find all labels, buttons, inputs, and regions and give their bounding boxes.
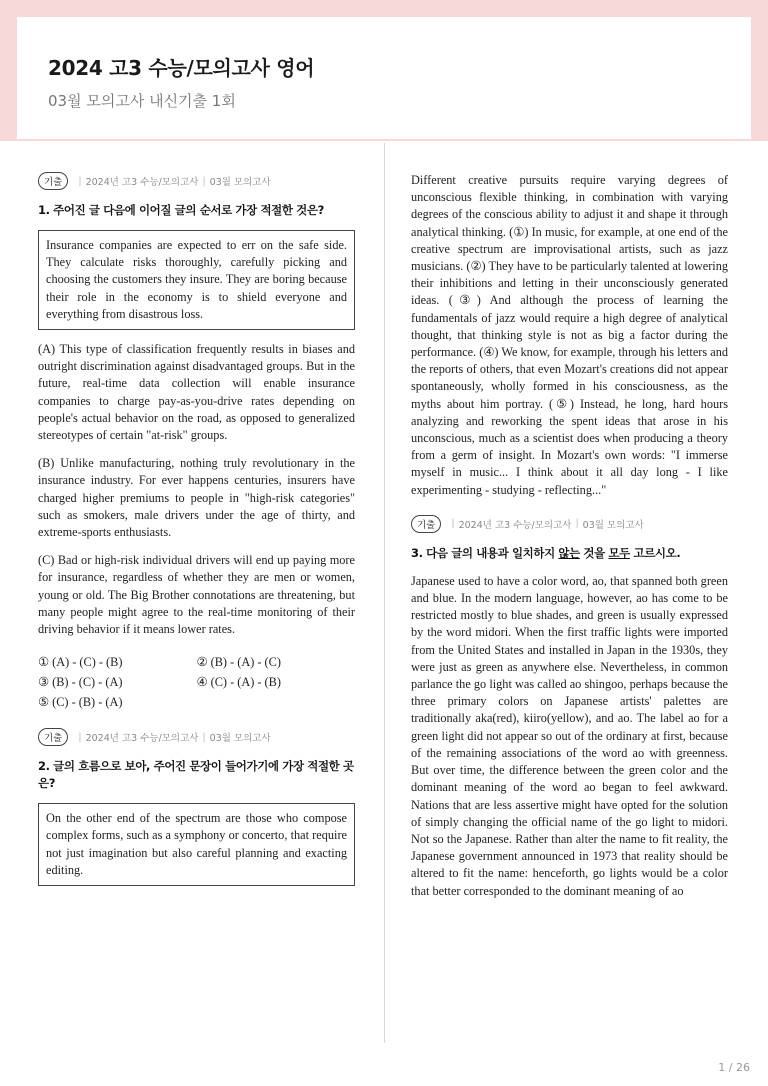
question-1-paragraph-a: (A) This type of classification frequently results in biases and outright discrimination against disadvantaged groups. But in the future, real-time data collection will enable insurance companies to charge pay-as-you-drive rates depending on people's actual behavior on the road, as opposed to generalized stereotypes of certain "at-risk" groups. [38,342,355,443]
question-1-given-text: Insurance companies are expected to err on the safe side. They calculate risks thoroughly, carefully picking and choosing the customers they insure. They are boring because their role in the economy is to shield everyone and everything from disastrous loss. [38,230,355,330]
header-frame-left [0,0,17,141]
question-1-paragraph-b: (B) Unlike manufacturing, nothing truly revolutionary in the insurance industry. For ever happens centuries, insurers have charged higher premiums to people in "high-risk categories" such as smokers, male drivers under the age of thirty, and extreme-sports enthusiasts. [38,456,355,540]
source-year: 2024년 고3 수능/모의고사 [85,177,199,188]
choice-5[interactable]: ⑤ (C) - (B) - (A) [38,695,123,710]
page-title: 2024 고3 수능/모의고사 영어 [48,56,315,80]
header-frame-top [0,0,768,17]
tag-badge: 기출 [411,515,441,533]
column-divider [384,143,385,1043]
underline-all: 모두 [608,545,630,560]
left-column [38,172,355,886]
question-1-paragraph-c: (C) Bad or high-risk individual drivers will end up paying more for insurance, regardless of whether they are men or women, young or old. The Big Brother connotations are threatening, but many people might agree to the real-time monitoring of their driving behavior if it means lower rates. [38,553,355,637]
choice-2[interactable]: ② (B) - (A) - (C) [196,655,281,670]
choice-4[interactable]: ④ (C) - (A) - (B) [196,675,281,690]
header-frame-right [751,0,768,141]
tag-badge: 기출 [38,728,68,746]
page-number: 1 / 26 [718,1061,750,1074]
source-year: 2024년 고3 수능/모의고사 [458,519,572,531]
page-subtitle: 03월 모의고사 내신기출 1회 [48,92,236,110]
source-month: 03월 모의고사 [209,733,271,745]
question-1-source: 기출 | 2024년 고3 수능/모의고사 | 03월 모의고사 [38,172,355,190]
question-2-passage: Different creative pursuits require varying degrees of unconscious flexible thinking, in combination with varying degrees of the conscious ability to adjust it and shape it through analytical thinking. (①) In music, for example, at one end of the creative spectrum are improvisational artists, such as jazz musicians. (②) They have to be particularly talented at lowering their inhibitions and letting in their unconsciously generated ideas. (③) And although the process of learning the fundamentals of jazz would require a high degree of analytical thought, that thinking style is not as big a factor during the performance. (④) We know, for example, through his letters and the reports of others, that even Mozart's creations did not appear spontaneously, wholly formed in his consciousness, as the myths about him portray. (⑤) Instead, he long, hard hours analyzing and reworking the spent ideas that arose in his unconscious, much as a scientist does when producing a theory from a germ of insight. In Mozart's own words: "I immerse myself in music... I think about it all day long - I like experimenting - studying - reflecting..." [411,173,729,497]
source-month: 03월 모의고사 [209,177,271,188]
question-2-title: 2. 글의 흐름으로 보아, 주어진 문장이 들어가기에 가장 적절한 곳은? [38,759,354,791]
choice-1[interactable]: ① (A) - (C) - (B) [38,655,123,670]
question-3-title: 3. 다음 글의 내용과 일치하지 않는 것을 모두 고르시오. [411,545,681,560]
source-year: 2024년 고3 수능/모의고사 [85,733,199,745]
choice-3[interactable]: ③ (B) - (C) - (A) [38,675,123,690]
question-2-source: 기출 | 2024년 고3 수능/모의고사 | 03월 모의고사 [38,728,355,746]
question-1-choices [38,652,355,712]
source-month: 03월 모의고사 [582,519,644,531]
right-column [411,172,728,900]
question-2-given-sentence: On the other end of the spectrum are those who compose complex forms, such as a symphony or concerto, that require not just imagination but also careful planning and exacting editing. [38,803,355,886]
header-frame-bottom [0,139,768,141]
tag-badge: 기출 [38,172,68,190]
question-1-title: 1. 주어진 글 다음에 이어질 글의 순서로 가장 적절한 것은? [38,203,324,217]
underline-not: 않는 [558,545,580,560]
question-3-passage: Japanese used to have a color word, ao, that spanned both green and blue. In the modern language, however, ao has come to be restricted mostly to blue shades, and green is usually expressed by the word midori. When the first traffic lights were imported from the United States and installed in Japan in the 1930s, they were just as green as anywhere else. Nevertheless, in common parlance the go light was called ao shingoo, perhaps because the three primary colors on Japanese artists' palettes are traditionally aka(red), kiiro(yellow), and ao. The label ao for a green light did not appear so out of the ordinary at first, because of the remaining associations of the word ao with greenness. But over time, the difference between the green color and the dominant meaning of the word ao began to feel awkward. Nations that are less assertive might have opted for the solution of simply changing the official name of the go light to midori. Not so the Japanese. Rather than alter the name to fit reality, the Japanese government announced in 1973 that reality should be altered to fit the name: henceforth, go lights would be a color that better corresponded to the dominant meaning of ao [411,573,728,898]
question-3-source: 기출 | 2024년 고3 수능/모의고사 | 03월 모의고사 [411,515,728,533]
